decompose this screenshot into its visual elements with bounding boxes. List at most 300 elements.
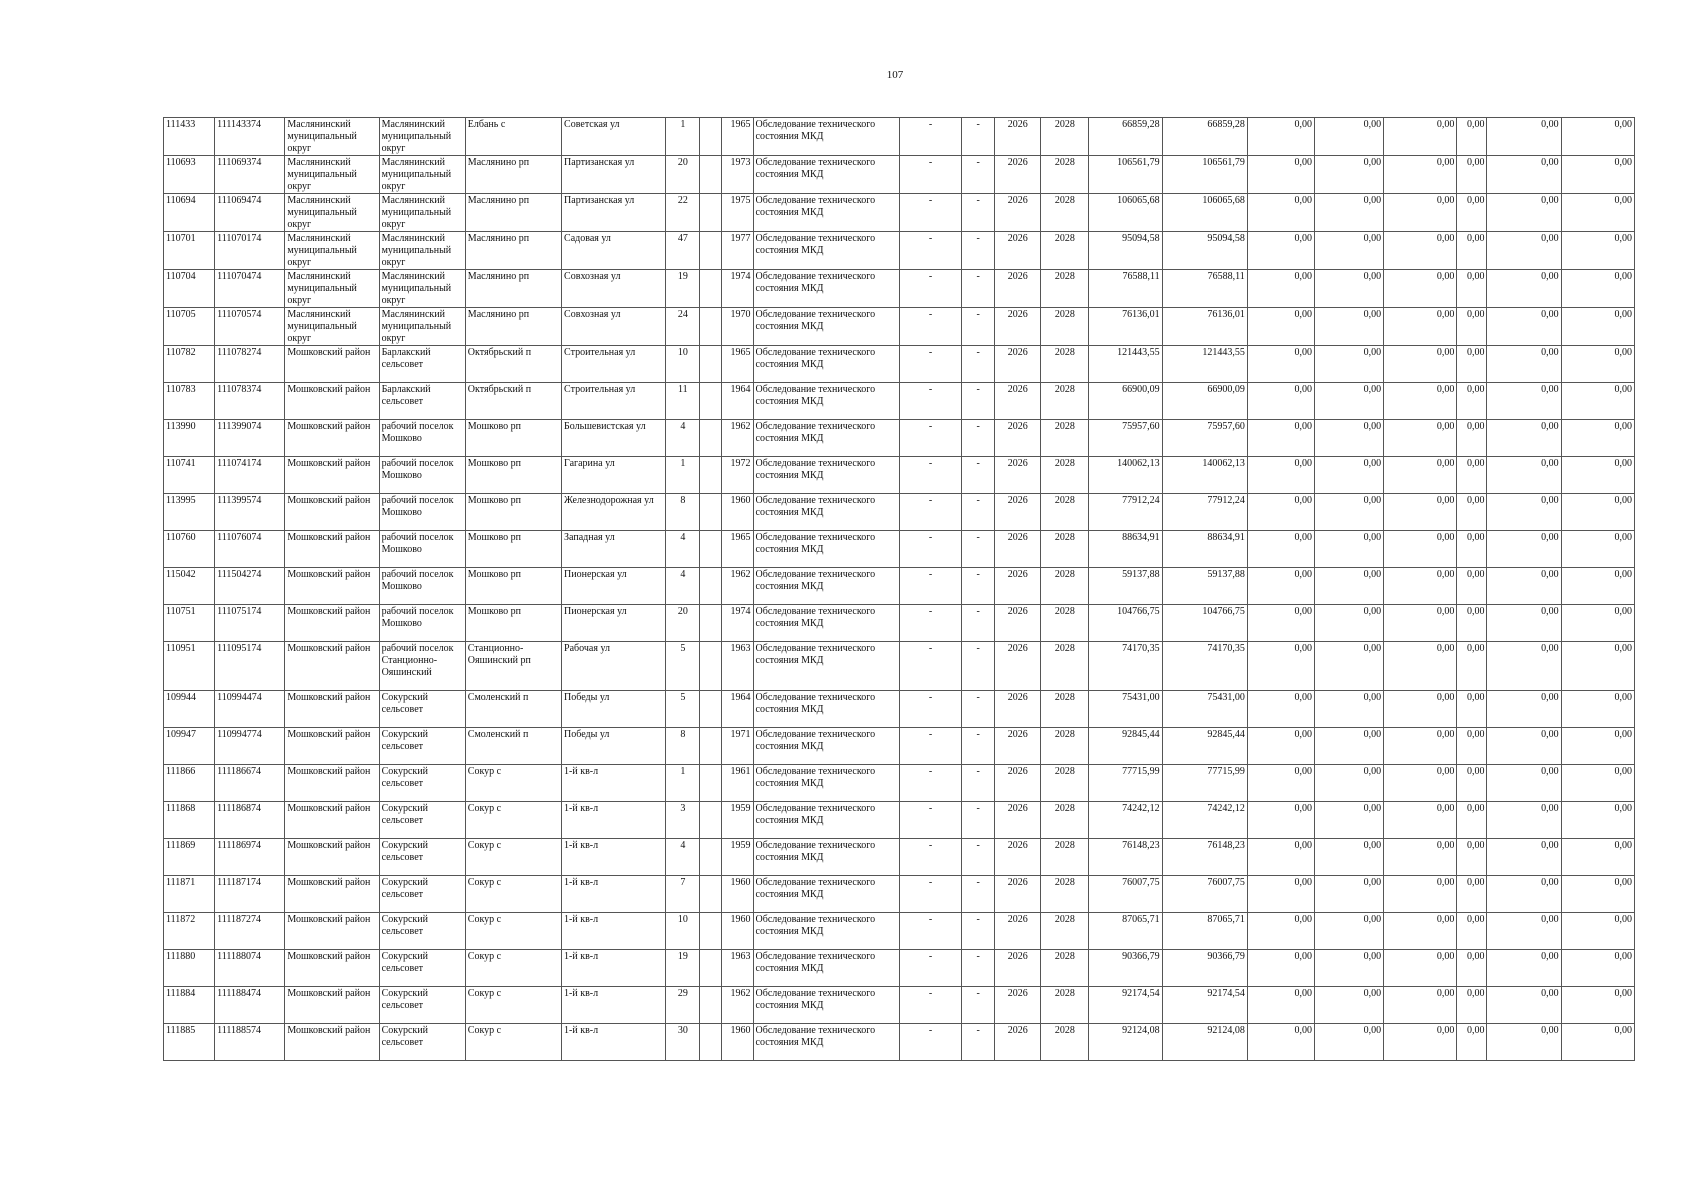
cell-house-number: 5 xyxy=(666,691,700,728)
cell-record-id: 111868 xyxy=(164,802,215,839)
cell-house-number: 19 xyxy=(666,270,700,308)
cell-municipality: Маслянинский муниципальный округ xyxy=(285,308,379,346)
cell-regional-budget: 0,00 xyxy=(1314,728,1383,765)
cell-work-type: Обследование технического состояния МКД xyxy=(753,118,899,156)
cell-start-year: 2026 xyxy=(995,194,1041,232)
cell-federal-budget: 0,00 xyxy=(1247,691,1314,728)
cell-owner-funds: 0,00 xyxy=(1457,1024,1487,1061)
cell-street: 1-й кв-л xyxy=(562,1024,666,1061)
cell-regional-fund-cost: 104766,75 xyxy=(1162,605,1247,642)
cell-unit-cost: - xyxy=(899,765,961,802)
cell-municipality: Мошковский район xyxy=(285,457,379,494)
cell-federal-budget: 0,00 xyxy=(1247,950,1314,987)
cell-regional-fund-cost: 74170,35 xyxy=(1162,642,1247,691)
table-row xyxy=(164,383,1635,420)
cell-house-number: 30 xyxy=(666,1024,700,1061)
cell-end-year: 2028 xyxy=(1041,876,1089,913)
cell-work-type: Обследование технического состояния МКД xyxy=(753,950,899,987)
cell-owner-funds: 0,00 xyxy=(1457,605,1487,642)
cell-locality: Сокур с xyxy=(465,802,561,839)
cell-other-sources: 0,00 xyxy=(1487,642,1561,691)
cell-other-sources: 0,00 xyxy=(1487,531,1561,568)
cell-record-id: 111869 xyxy=(164,839,215,876)
cell-building xyxy=(700,950,722,987)
cell-locality: Мошково рп xyxy=(465,568,561,605)
cell-regional-fund-cost: 76007,75 xyxy=(1162,876,1247,913)
cell-start-year: 2026 xyxy=(995,1024,1041,1061)
cell-locality: Мошково рп xyxy=(465,531,561,568)
cell-municipality: Мошковский район xyxy=(285,420,379,457)
cell-end-year: 2028 xyxy=(1041,531,1089,568)
cell-volume: - xyxy=(962,876,995,913)
cell-building xyxy=(700,876,722,913)
cell-start-year: 2026 xyxy=(995,494,1041,531)
cell-street: 1-й кв-л xyxy=(562,987,666,1024)
cell-regional-fund-cost: 77715,99 xyxy=(1162,765,1247,802)
cell-other-sources: 0,00 xyxy=(1487,232,1561,270)
cell-settlement: Сокурский сельсовет xyxy=(379,987,465,1024)
cell-house-number: 19 xyxy=(666,950,700,987)
cell-year-built: 1965 xyxy=(722,531,753,568)
cell-start-year: 2026 xyxy=(995,987,1041,1024)
cell-year-built: 1962 xyxy=(722,987,753,1024)
cell-local-budget: 0,00 xyxy=(1384,346,1457,383)
cell-house-number: 1 xyxy=(666,457,700,494)
cell-year-built: 1962 xyxy=(722,420,753,457)
cell-work-type: Обследование технического состояния МКД xyxy=(753,802,899,839)
cell-locality: Мошково рп xyxy=(465,420,561,457)
cell-settlement: Сокурский сельсовет xyxy=(379,1024,465,1061)
cell-building xyxy=(700,118,722,156)
cell-total-cost: 76588,11 xyxy=(1089,270,1162,308)
cell-federal-budget: 0,00 xyxy=(1247,270,1314,308)
cell-unit-cost: - xyxy=(899,156,961,194)
cell-extra-cost: 0,00 xyxy=(1561,913,1634,950)
cell-record-id: 111866 xyxy=(164,765,215,802)
cell-house-code: 111069474 xyxy=(215,194,285,232)
cell-locality: Смоленский п xyxy=(465,728,561,765)
cell-unit-cost: - xyxy=(899,876,961,913)
cell-owner-funds: 0,00 xyxy=(1457,913,1487,950)
cell-regional-budget: 0,00 xyxy=(1314,913,1383,950)
cell-total-cost: 76136,01 xyxy=(1089,308,1162,346)
table-row xyxy=(164,913,1635,950)
cell-other-sources: 0,00 xyxy=(1487,728,1561,765)
cell-owner-funds: 0,00 xyxy=(1457,346,1487,383)
cell-volume: - xyxy=(962,118,995,156)
cell-start-year: 2026 xyxy=(995,642,1041,691)
table-row xyxy=(164,691,1635,728)
cell-total-cost: 104766,75 xyxy=(1089,605,1162,642)
cell-total-cost: 74170,35 xyxy=(1089,642,1162,691)
cell-local-budget: 0,00 xyxy=(1384,987,1457,1024)
cell-total-cost: 75957,60 xyxy=(1089,420,1162,457)
cell-end-year: 2028 xyxy=(1041,232,1089,270)
cell-volume: - xyxy=(962,839,995,876)
cell-start-year: 2026 xyxy=(995,876,1041,913)
cell-unit-cost: - xyxy=(899,194,961,232)
cell-municipality: Мошковский район xyxy=(285,642,379,691)
cell-other-sources: 0,00 xyxy=(1487,118,1561,156)
cell-year-built: 1960 xyxy=(722,1024,753,1061)
cell-street: Строительная ул xyxy=(562,383,666,420)
cell-total-cost: 92845,44 xyxy=(1089,728,1162,765)
cell-work-type: Обследование технического состояния МКД xyxy=(753,765,899,802)
cell-locality: Сокур с xyxy=(465,839,561,876)
cell-year-built: 1972 xyxy=(722,457,753,494)
cell-record-id: 110693 xyxy=(164,156,215,194)
cell-end-year: 2028 xyxy=(1041,156,1089,194)
cell-other-sources: 0,00 xyxy=(1487,383,1561,420)
cell-record-id: 110951 xyxy=(164,642,215,691)
cell-building xyxy=(700,987,722,1024)
cell-extra-cost: 0,00 xyxy=(1561,691,1634,728)
cell-locality: Мошково рп xyxy=(465,457,561,494)
cell-regional-budget: 0,00 xyxy=(1314,950,1383,987)
cell-volume: - xyxy=(962,691,995,728)
cell-end-year: 2028 xyxy=(1041,270,1089,308)
cell-street: Западная ул xyxy=(562,531,666,568)
cell-end-year: 2028 xyxy=(1041,1024,1089,1061)
table-row xyxy=(164,346,1635,383)
cell-settlement: Барлакский сельсовет xyxy=(379,383,465,420)
cell-house-number: 4 xyxy=(666,839,700,876)
cell-settlement: Маслянинский муниципальный округ xyxy=(379,308,465,346)
cell-volume: - xyxy=(962,494,995,531)
cell-start-year: 2026 xyxy=(995,728,1041,765)
cell-federal-budget: 0,00 xyxy=(1247,383,1314,420)
cell-federal-budget: 0,00 xyxy=(1247,420,1314,457)
cell-house-number: 20 xyxy=(666,156,700,194)
cell-unit-cost: - xyxy=(899,346,961,383)
table-row xyxy=(164,270,1635,308)
cell-start-year: 2026 xyxy=(995,765,1041,802)
cell-house-code: 111075174 xyxy=(215,605,285,642)
cell-end-year: 2028 xyxy=(1041,420,1089,457)
cell-regional-budget: 0,00 xyxy=(1314,270,1383,308)
cell-other-sources: 0,00 xyxy=(1487,802,1561,839)
cell-extra-cost: 0,00 xyxy=(1561,156,1634,194)
cell-extra-cost: 0,00 xyxy=(1561,194,1634,232)
cell-regional-budget: 0,00 xyxy=(1314,420,1383,457)
cell-building xyxy=(700,691,722,728)
cell-total-cost: 92124,08 xyxy=(1089,1024,1162,1061)
cell-regional-budget: 0,00 xyxy=(1314,876,1383,913)
cell-building xyxy=(700,494,722,531)
cell-locality: Сокур с xyxy=(465,765,561,802)
cell-record-id: 110783 xyxy=(164,383,215,420)
cell-locality: Маслянино рп xyxy=(465,270,561,308)
cell-year-built: 1960 xyxy=(722,913,753,950)
cell-street: Рабочая ул xyxy=(562,642,666,691)
cell-other-sources: 0,00 xyxy=(1487,913,1561,950)
cell-start-year: 2026 xyxy=(995,232,1041,270)
table-row xyxy=(164,118,1635,156)
cell-end-year: 2028 xyxy=(1041,802,1089,839)
cell-regional-fund-cost: 66900,09 xyxy=(1162,383,1247,420)
cell-settlement: рабочий поселок Мошково xyxy=(379,568,465,605)
register-body xyxy=(164,118,1635,1061)
cell-work-type: Обследование технического состояния МКД xyxy=(753,691,899,728)
cell-record-id: 113990 xyxy=(164,420,215,457)
cell-building xyxy=(700,194,722,232)
cell-regional-fund-cost: 106065,68 xyxy=(1162,194,1247,232)
cell-unit-cost: - xyxy=(899,839,961,876)
cell-local-budget: 0,00 xyxy=(1384,605,1457,642)
cell-regional-budget: 0,00 xyxy=(1314,642,1383,691)
cell-volume: - xyxy=(962,531,995,568)
cell-street: 1-й кв-л xyxy=(562,765,666,802)
cell-federal-budget: 0,00 xyxy=(1247,987,1314,1024)
cell-end-year: 2028 xyxy=(1041,383,1089,420)
cell-record-id: 111433 xyxy=(164,118,215,156)
cell-settlement: Маслянинский муниципальный округ xyxy=(379,194,465,232)
cell-owner-funds: 0,00 xyxy=(1457,194,1487,232)
cell-start-year: 2026 xyxy=(995,346,1041,383)
cell-extra-cost: 0,00 xyxy=(1561,839,1634,876)
cell-record-id: 110751 xyxy=(164,605,215,642)
cell-total-cost: 92174,54 xyxy=(1089,987,1162,1024)
cell-other-sources: 0,00 xyxy=(1487,1024,1561,1061)
cell-start-year: 2026 xyxy=(995,457,1041,494)
cell-local-budget: 0,00 xyxy=(1384,839,1457,876)
cell-street: 1-й кв-л xyxy=(562,950,666,987)
cell-locality: Сокур с xyxy=(465,950,561,987)
cell-settlement: рабочий поселок Мошково xyxy=(379,531,465,568)
cell-regional-budget: 0,00 xyxy=(1314,494,1383,531)
cell-year-built: 1974 xyxy=(722,270,753,308)
cell-unit-cost: - xyxy=(899,383,961,420)
cell-unit-cost: - xyxy=(899,420,961,457)
cell-total-cost: 77715,99 xyxy=(1089,765,1162,802)
cell-owner-funds: 0,00 xyxy=(1457,987,1487,1024)
cell-local-budget: 0,00 xyxy=(1384,457,1457,494)
cell-federal-budget: 0,00 xyxy=(1247,839,1314,876)
cell-owner-funds: 0,00 xyxy=(1457,876,1487,913)
cell-volume: - xyxy=(962,270,995,308)
cell-other-sources: 0,00 xyxy=(1487,156,1561,194)
cell-regional-fund-cost: 106561,79 xyxy=(1162,156,1247,194)
cell-house-number: 1 xyxy=(666,118,700,156)
cell-municipality: Мошковский район xyxy=(285,765,379,802)
cell-municipality: Мошковский район xyxy=(285,1024,379,1061)
cell-unit-cost: - xyxy=(899,691,961,728)
cell-volume: - xyxy=(962,1024,995,1061)
cell-house-code: 111187274 xyxy=(215,913,285,950)
cell-end-year: 2028 xyxy=(1041,308,1089,346)
cell-local-budget: 0,00 xyxy=(1384,270,1457,308)
cell-regional-budget: 0,00 xyxy=(1314,568,1383,605)
cell-volume: - xyxy=(962,308,995,346)
cell-year-built: 1964 xyxy=(722,383,753,420)
cell-record-id: 115042 xyxy=(164,568,215,605)
cell-house-number: 10 xyxy=(666,346,700,383)
cell-federal-budget: 0,00 xyxy=(1247,605,1314,642)
cell-other-sources: 0,00 xyxy=(1487,568,1561,605)
cell-volume: - xyxy=(962,457,995,494)
cell-total-cost: 106065,68 xyxy=(1089,194,1162,232)
cell-work-type: Обследование технического состояния МКД xyxy=(753,876,899,913)
cell-end-year: 2028 xyxy=(1041,457,1089,494)
cell-unit-cost: - xyxy=(899,642,961,691)
cell-work-type: Обследование технического состояния МКД xyxy=(753,1024,899,1061)
cell-start-year: 2026 xyxy=(995,420,1041,457)
cell-volume: - xyxy=(962,605,995,642)
cell-volume: - xyxy=(962,913,995,950)
cell-volume: - xyxy=(962,987,995,1024)
cell-record-id: 111880 xyxy=(164,950,215,987)
cell-regional-budget: 0,00 xyxy=(1314,605,1383,642)
cell-settlement: Сокурский сельсовет xyxy=(379,691,465,728)
cell-work-type: Обследование технического состояния МКД xyxy=(753,839,899,876)
cell-house-number: 29 xyxy=(666,987,700,1024)
cell-other-sources: 0,00 xyxy=(1487,270,1561,308)
cell-owner-funds: 0,00 xyxy=(1457,642,1487,691)
cell-local-budget: 0,00 xyxy=(1384,308,1457,346)
cell-regional-fund-cost: 90366,79 xyxy=(1162,950,1247,987)
cell-municipality: Маслянинский муниципальный округ xyxy=(285,194,379,232)
cell-extra-cost: 0,00 xyxy=(1561,270,1634,308)
cell-local-budget: 0,00 xyxy=(1384,765,1457,802)
cell-extra-cost: 0,00 xyxy=(1561,605,1634,642)
cell-municipality: Маслянинский муниципальный округ xyxy=(285,232,379,270)
cell-local-budget: 0,00 xyxy=(1384,420,1457,457)
cell-total-cost: 77912,24 xyxy=(1089,494,1162,531)
cell-end-year: 2028 xyxy=(1041,728,1089,765)
cell-regional-fund-cost: 92174,54 xyxy=(1162,987,1247,1024)
cell-municipality: Мошковский район xyxy=(285,987,379,1024)
cell-building xyxy=(700,728,722,765)
cell-municipality: Мошковский район xyxy=(285,346,379,383)
cell-work-type: Обследование технического состояния МКД xyxy=(753,232,899,270)
cell-street: Партизанская ул xyxy=(562,194,666,232)
cell-street: Партизанская ул xyxy=(562,156,666,194)
table-row xyxy=(164,605,1635,642)
cell-owner-funds: 0,00 xyxy=(1457,457,1487,494)
cell-record-id: 110701 xyxy=(164,232,215,270)
table-row xyxy=(164,802,1635,839)
cell-building xyxy=(700,420,722,457)
cell-street: 1-й кв-л xyxy=(562,876,666,913)
cell-volume: - xyxy=(962,420,995,457)
cell-extra-cost: 0,00 xyxy=(1561,642,1634,691)
cell-total-cost: 106561,79 xyxy=(1089,156,1162,194)
cell-local-budget: 0,00 xyxy=(1384,156,1457,194)
cell-house-number: 5 xyxy=(666,642,700,691)
cell-year-built: 1964 xyxy=(722,691,753,728)
cell-municipality: Мошковский район xyxy=(285,494,379,531)
cell-building xyxy=(700,232,722,270)
cell-end-year: 2028 xyxy=(1041,642,1089,691)
cell-street: Совхозная ул xyxy=(562,308,666,346)
cell-regional-budget: 0,00 xyxy=(1314,987,1383,1024)
cell-federal-budget: 0,00 xyxy=(1247,568,1314,605)
cell-regional-budget: 0,00 xyxy=(1314,156,1383,194)
cell-street: Пионерская ул xyxy=(562,605,666,642)
cell-building xyxy=(700,308,722,346)
cell-extra-cost: 0,00 xyxy=(1561,118,1634,156)
cell-volume: - xyxy=(962,568,995,605)
cell-street: Советская ул xyxy=(562,118,666,156)
cell-record-id: 113995 xyxy=(164,494,215,531)
cell-regional-budget: 0,00 xyxy=(1314,346,1383,383)
cell-house-number: 3 xyxy=(666,802,700,839)
cell-house-code: 111078374 xyxy=(215,383,285,420)
cell-house-code: 111187174 xyxy=(215,876,285,913)
cell-house-code: 110994474 xyxy=(215,691,285,728)
cell-year-built: 1960 xyxy=(722,494,753,531)
cell-street: Гагарина ул xyxy=(562,457,666,494)
cell-end-year: 2028 xyxy=(1041,346,1089,383)
cell-federal-budget: 0,00 xyxy=(1247,531,1314,568)
cell-unit-cost: - xyxy=(899,987,961,1024)
cell-total-cost: 121443,55 xyxy=(1089,346,1162,383)
cell-street: Садовая ул xyxy=(562,232,666,270)
cell-year-built: 1970 xyxy=(722,308,753,346)
cell-regional-budget: 0,00 xyxy=(1314,457,1383,494)
cell-other-sources: 0,00 xyxy=(1487,420,1561,457)
table-row xyxy=(164,194,1635,232)
cell-extra-cost: 0,00 xyxy=(1561,765,1634,802)
cell-house-code: 111399574 xyxy=(215,494,285,531)
cell-locality: Мошково рп xyxy=(465,605,561,642)
cell-building xyxy=(700,270,722,308)
cell-work-type: Обследование технического состояния МКД xyxy=(753,642,899,691)
cell-work-type: Обследование технического состояния МКД xyxy=(753,194,899,232)
cell-owner-funds: 0,00 xyxy=(1457,156,1487,194)
cell-house-code: 111070474 xyxy=(215,270,285,308)
table-row xyxy=(164,1024,1635,1061)
cell-house-number: 4 xyxy=(666,568,700,605)
cell-house-number: 7 xyxy=(666,876,700,913)
cell-federal-budget: 0,00 xyxy=(1247,913,1314,950)
cell-house-code: 111399074 xyxy=(215,420,285,457)
cell-end-year: 2028 xyxy=(1041,194,1089,232)
cell-other-sources: 0,00 xyxy=(1487,839,1561,876)
cell-start-year: 2026 xyxy=(995,156,1041,194)
cell-municipality: Мошковский район xyxy=(285,876,379,913)
cell-settlement: Сокурский сельсовет xyxy=(379,839,465,876)
cell-owner-funds: 0,00 xyxy=(1457,118,1487,156)
cell-extra-cost: 0,00 xyxy=(1561,457,1634,494)
cell-owner-funds: 0,00 xyxy=(1457,839,1487,876)
cell-house-number: 47 xyxy=(666,232,700,270)
cell-work-type: Обследование технического состояния МКД xyxy=(753,457,899,494)
cell-municipality: Маслянинский муниципальный округ xyxy=(285,118,379,156)
cell-regional-budget: 0,00 xyxy=(1314,691,1383,728)
cell-settlement: Сокурский сельсовет xyxy=(379,876,465,913)
cell-regional-budget: 0,00 xyxy=(1314,802,1383,839)
cell-end-year: 2028 xyxy=(1041,494,1089,531)
cell-other-sources: 0,00 xyxy=(1487,605,1561,642)
cell-street: Совхозная ул xyxy=(562,270,666,308)
cell-regional-fund-cost: 92124,08 xyxy=(1162,1024,1247,1061)
cell-municipality: Мошковский район xyxy=(285,605,379,642)
cell-unit-cost: - xyxy=(899,568,961,605)
register-table xyxy=(163,117,1635,1061)
cell-house-code: 111188474 xyxy=(215,987,285,1024)
cell-regional-fund-cost: 66859,28 xyxy=(1162,118,1247,156)
cell-house-code: 111074174 xyxy=(215,457,285,494)
cell-start-year: 2026 xyxy=(995,118,1041,156)
cell-volume: - xyxy=(962,383,995,420)
cell-regional-fund-cost: 75431,00 xyxy=(1162,691,1247,728)
cell-regional-budget: 0,00 xyxy=(1314,118,1383,156)
cell-owner-funds: 0,00 xyxy=(1457,420,1487,457)
cell-start-year: 2026 xyxy=(995,605,1041,642)
cell-extra-cost: 0,00 xyxy=(1561,728,1634,765)
cell-locality: Станционно-Ояшинский рп xyxy=(465,642,561,691)
